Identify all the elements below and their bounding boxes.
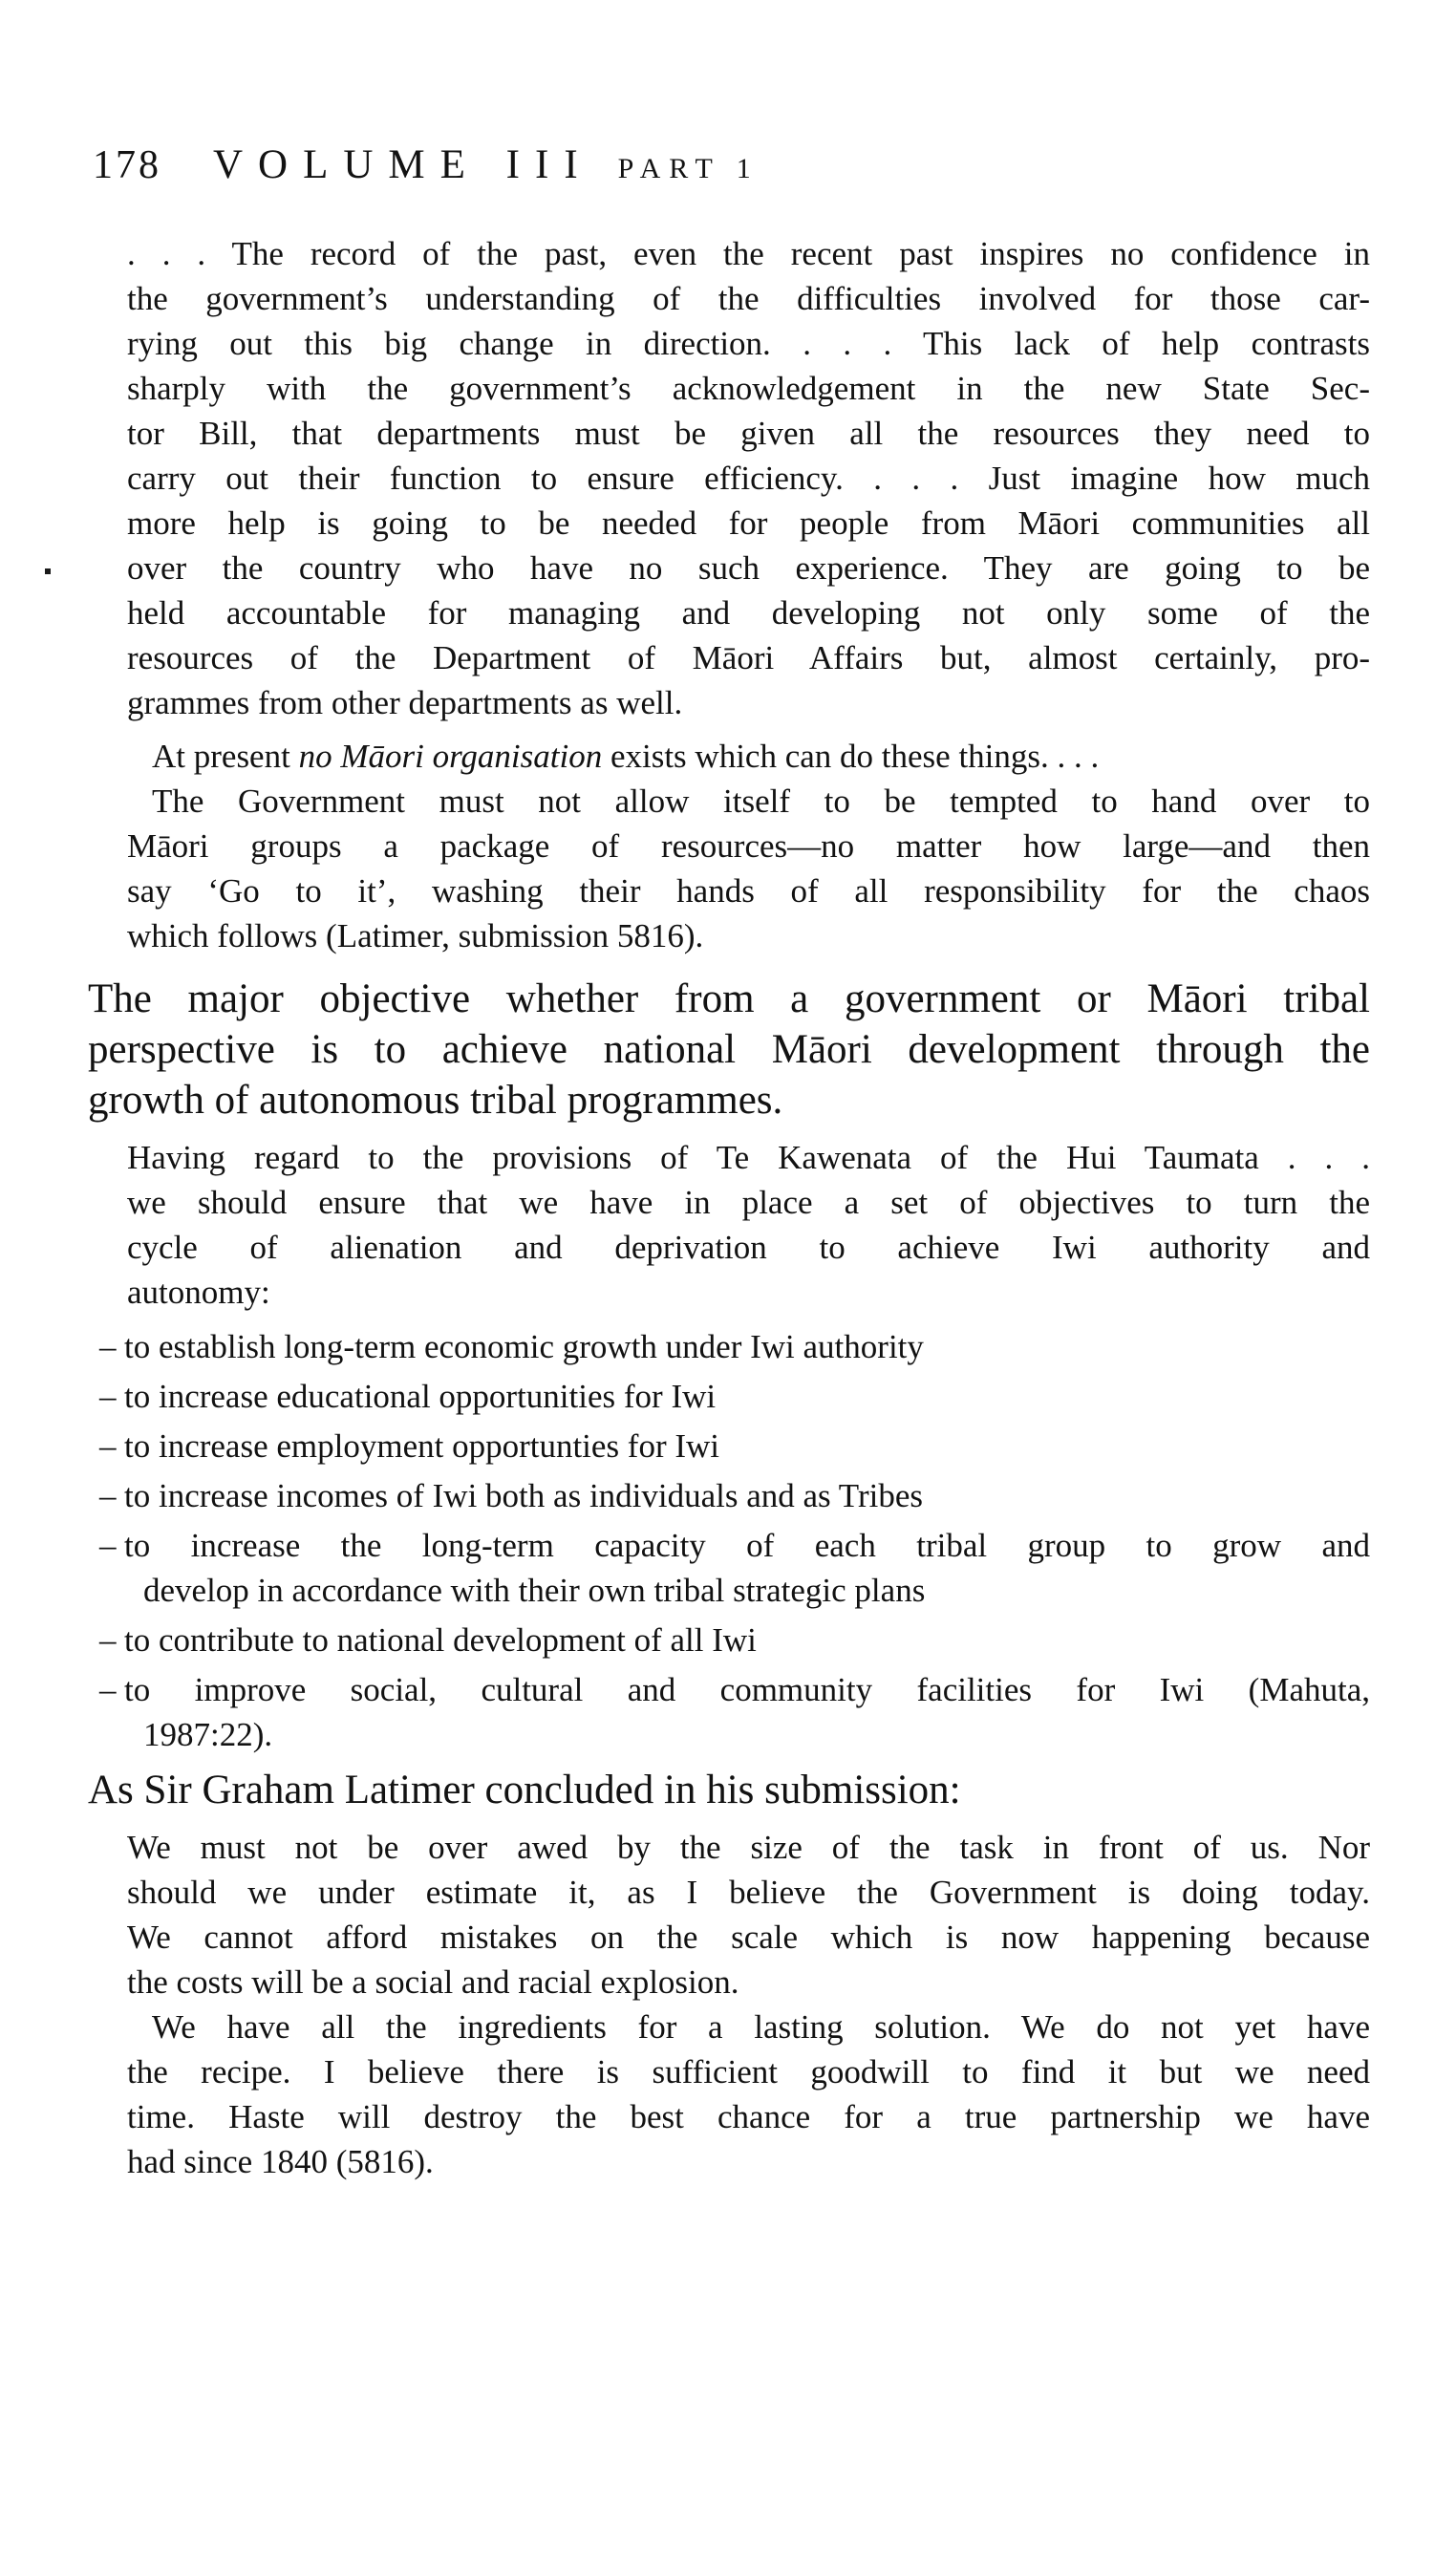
list-dash: – xyxy=(99,1527,117,1564)
text-line: over the country who have no such experience. They are going to be xyxy=(127,549,1370,587)
text-line: the government’s understanding of the difficulties involved for those car- xyxy=(127,280,1370,317)
list-item xyxy=(99,1523,1370,1613)
text-line: The Government must not allow itself to be tempted to hand over to xyxy=(152,783,1370,820)
text-line: autonomy: xyxy=(127,1274,270,1311)
text-line: We cannot afford mistakes on the scale which is now happening because xyxy=(127,1919,1370,1956)
list-dash: – xyxy=(99,1378,117,1415)
quote-paragraph xyxy=(127,779,1370,958)
text-line: develop in accordance with their own tribal strategic plans xyxy=(143,1572,926,1609)
list-dash: – xyxy=(99,1671,117,1708)
text-line: the recipe. I believe there is sufficient goodwill to find it but we need xyxy=(127,2053,1370,2091)
text-line: resources of the Department of Māori Affairs but, almost certainly, pro- xyxy=(127,639,1370,676)
text-line: The major objective whether from a government or Māori tribal xyxy=(88,976,1370,1021)
text-line: to contribute to national development of all Iwi xyxy=(124,1621,757,1659)
text-line: say ‘Go to it’, washing their hands of all responsibility for the chaos xyxy=(127,872,1370,910)
quote-paragraph xyxy=(127,734,1370,779)
quote-text: At present xyxy=(152,738,299,775)
text-line: cycle of alienation and deprivation to achieve Iwi authority and xyxy=(127,1229,1370,1266)
main-paragraph xyxy=(88,974,1370,1126)
text-line: we should ensure that we have in place a set of objectives to turn the xyxy=(127,1184,1370,1221)
text-line: grammes from other departments as well. xyxy=(127,684,683,721)
text-line: . . . The record of the past, even the recent past inspires no confidence in xyxy=(127,235,1370,272)
list-dash: – xyxy=(99,1427,117,1465)
text-line: time. Haste will destroy the best chance for a true partnership we have xyxy=(127,2098,1370,2135)
text-line: tor Bill, that departments must be given all the resources they need to xyxy=(127,415,1370,452)
part-label: PART 1 xyxy=(617,153,760,184)
text-line: to increase the long-term capacity of each tribal group to grow and xyxy=(124,1527,1370,1564)
text-line: had since 1840 (5816). xyxy=(127,2143,434,2180)
text-line: the costs will be a social and racial explosion. xyxy=(127,1963,739,2001)
list-item xyxy=(99,1473,1370,1518)
quote-paragraph xyxy=(127,231,1370,725)
text-line: We must not be over awed by the size of the task in front of us. Nor xyxy=(127,1829,1370,1866)
objectives-list xyxy=(99,1324,1370,1757)
text-line: Having regard to the provisions of Te Kawenata of the Hui Taumata . . . xyxy=(127,1139,1370,1176)
volume-title: VOLUME III xyxy=(213,142,593,187)
list-dash: – xyxy=(99,1328,117,1365)
list-dash: – xyxy=(99,1477,117,1514)
text-line: held accountable for managing and developing not only some of the xyxy=(127,594,1370,632)
text-line: growth of autonomous tribal programmes. xyxy=(88,1078,783,1123)
text-line: should we under estimate it, as I believe the Government is doing today. xyxy=(127,1874,1370,1911)
text-line: to increase incomes of Iwi both as individuals and as Tribes xyxy=(124,1477,923,1514)
quote-emphasis-text: no Māori organisation xyxy=(298,738,603,775)
text-line: As Sir Graham Latimer concluded in his submission: xyxy=(88,1768,961,1812)
text-line: carry out their function to ensure efficiency. . . . Just imagine how much xyxy=(127,460,1370,497)
quote-paragraph xyxy=(127,1825,1370,2005)
list-dash: – xyxy=(99,1621,117,1659)
text-line: rying out this big change in direction. . . . This lack of help contrasts xyxy=(127,325,1370,362)
text-line: to increase educational opportunities for Iwi xyxy=(124,1378,717,1415)
text-line: We have all the ingredients for a lasting solution. We do not yet have xyxy=(152,2008,1370,2046)
text-line: to increase employment opportunties for Iwi xyxy=(124,1427,720,1465)
text-line: perspective is to achieve national Māori development through the xyxy=(88,1027,1370,1072)
text-line: to establish long-term economic growth under Iwi authority xyxy=(124,1328,924,1365)
page-content xyxy=(0,231,1456,2184)
text-line: Māori groups a package of resources—no matter how large—and then xyxy=(127,827,1370,865)
main-paragraph xyxy=(88,1765,1370,1815)
scan-speck xyxy=(45,568,51,574)
list-item xyxy=(99,1374,1370,1419)
quote-text: exists which can do these things. . . . xyxy=(602,738,1100,775)
text-line: which follows (Latimer, submission 5816). xyxy=(127,917,704,954)
quote-paragraph xyxy=(127,1135,1370,1315)
text-line: 1987:22). xyxy=(143,1716,273,1753)
running-header xyxy=(93,141,760,188)
list-item xyxy=(99,1324,1370,1369)
text-line: sharply with the government’s acknowledgement in the new State Sec- xyxy=(127,370,1370,407)
page-number: 178 xyxy=(93,143,161,187)
text-line xyxy=(127,734,1370,779)
quote-paragraph xyxy=(127,2005,1370,2184)
list-item xyxy=(99,1424,1370,1469)
text-line: to improve social, cultural and community facilities for Iwi (Mahuta, xyxy=(124,1671,1370,1708)
list-item xyxy=(99,1618,1370,1662)
text-line: more help is going to be needed for people from Māori communities all xyxy=(127,504,1370,542)
list-item xyxy=(99,1667,1370,1757)
